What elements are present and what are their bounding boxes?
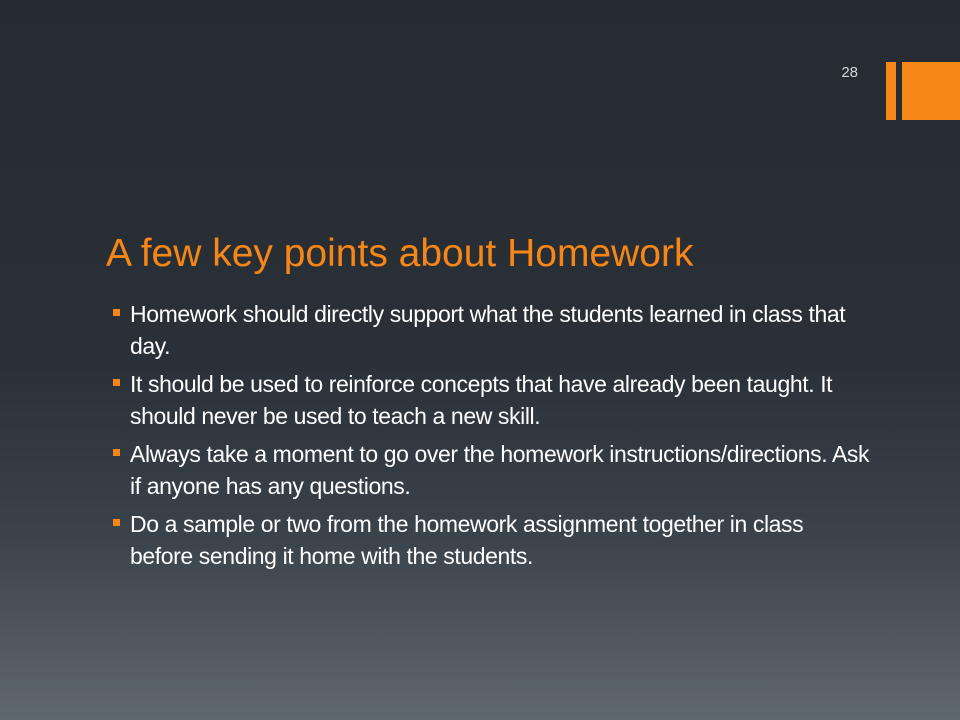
bullet-item: [112, 438, 872, 502]
bullet-item: [112, 298, 872, 362]
square-bullet-icon: [113, 309, 120, 316]
accent-bar-wide: [902, 62, 960, 120]
page-number: 28: [841, 64, 858, 81]
slide-title: A few key points about Homework: [106, 232, 694, 275]
accent-bar-thin: [886, 62, 896, 120]
bullet-text: It should be used to reinforce concepts that have already been taught. It should never be used to teach a new skill.: [130, 371, 833, 429]
bullet-text: Always take a moment to go over the homework instructions/directions. Ask if anyone has any questions.: [130, 441, 870, 499]
square-bullet-icon: [113, 449, 120, 456]
bullet-item: [112, 508, 872, 572]
bullet-item: [112, 368, 872, 432]
square-bullet-icon: [113, 379, 120, 386]
bullet-list: [112, 298, 872, 578]
bullet-text: Do a sample or two from the homework assignment together in class before sending it home with the students.: [130, 511, 804, 569]
bullet-text: Homework should directly support what the students learned in class that day.: [130, 301, 846, 359]
square-bullet-icon: [113, 519, 120, 526]
